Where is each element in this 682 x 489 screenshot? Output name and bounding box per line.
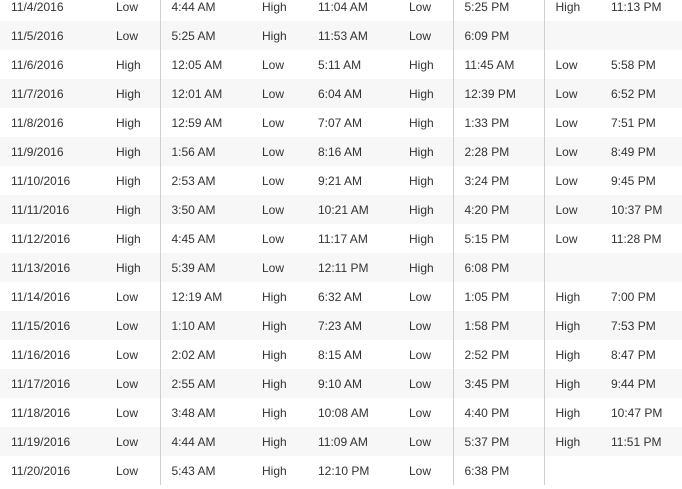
table-row — [0, 427, 682, 456]
tide-time-2-cell: 5:11 AM — [307, 50, 398, 79]
tide-time-1-cell: 5:25 AM — [160, 21, 251, 50]
tide-type-2-cell: High — [251, 311, 307, 340]
tide-type-4-cell: High — [544, 427, 600, 456]
tide-time-4-cell: 7:51 PM — [600, 108, 682, 137]
table-row — [0, 253, 682, 282]
tide-type-1-cell: High — [105, 224, 160, 253]
tide-time-1-cell: 1:56 AM — [160, 137, 251, 166]
tide-time-2-cell: 11:17 AM — [307, 224, 398, 253]
tide-type-3-cell: Low — [398, 456, 453, 485]
tide-time-2-cell: 11:09 AM — [307, 427, 398, 456]
tide-time-2-cell: 9:10 AM — [307, 369, 398, 398]
table-row — [0, 108, 682, 137]
tide-time-2-cell: 10:21 AM — [307, 195, 398, 224]
table-row — [0, 50, 682, 79]
tide-type-2-cell: Low — [251, 253, 307, 282]
tide-time-3-cell: 11:45 AM — [453, 50, 544, 79]
date-cell: 11/8/2016 — [0, 108, 105, 137]
tide-time-1-cell: 4:45 AM — [160, 224, 251, 253]
tide-type-3-cell: High — [398, 137, 453, 166]
tide-time-1-cell: 2:55 AM — [160, 369, 251, 398]
tide-type-2-cell: High — [251, 21, 307, 50]
table-row — [0, 369, 682, 398]
tide-time-4-cell: 7:53 PM — [600, 311, 682, 340]
table-row — [0, 456, 682, 485]
table-row — [0, 21, 682, 50]
tide-type-4-cell: High — [544, 0, 600, 21]
tide-type-1-cell: Low — [105, 427, 160, 456]
date-cell: 11/12/2016 — [0, 224, 105, 253]
tide-type-1-cell: Low — [105, 398, 160, 427]
tide-time-4-cell: 9:44 PM — [600, 369, 682, 398]
tide-time-1-cell: 12:05 AM — [160, 50, 251, 79]
tide-type-1-cell: High — [105, 108, 160, 137]
tide-time-1-cell: 3:50 AM — [160, 195, 251, 224]
tide-time-4-cell: 11:28 PM — [600, 224, 682, 253]
tide-type-4-cell: High — [544, 340, 600, 369]
tide-time-2-cell: 12:11 PM — [307, 253, 398, 282]
tide-type-1-cell: High — [105, 166, 160, 195]
tide-time-2-cell: 11:04 AM — [307, 0, 398, 21]
tide-type-2-cell: Low — [251, 224, 307, 253]
tide-time-2-cell: 6:32 AM — [307, 282, 398, 311]
table-row — [0, 282, 682, 311]
tide-time-3-cell: 2:28 PM — [453, 137, 544, 166]
tide-time-4-cell: 9:45 PM — [600, 166, 682, 195]
date-cell: 11/9/2016 — [0, 137, 105, 166]
table-row — [0, 166, 682, 195]
tide-type-1-cell: High — [105, 50, 160, 79]
tide-time-3-cell: 5:15 PM — [453, 224, 544, 253]
tide-time-3-cell: 6:38 PM — [453, 456, 544, 485]
tide-type-3-cell: Low — [398, 427, 453, 456]
tide-time-2-cell: 9:21 AM — [307, 166, 398, 195]
tide-type-4-cell: Low — [544, 79, 600, 108]
table-row — [0, 224, 682, 253]
tide-type-3-cell: High — [398, 108, 453, 137]
tide-time-4-cell: 10:47 PM — [600, 398, 682, 427]
tide-time-1-cell: 1:10 AM — [160, 311, 251, 340]
tide-time-4-cell — [600, 456, 682, 485]
tide-type-4-cell — [544, 21, 600, 50]
tide-type-2-cell: High — [251, 282, 307, 311]
tide-type-4-cell: Low — [544, 166, 600, 195]
tide-time-2-cell: 6:04 AM — [307, 79, 398, 108]
tide-type-1-cell: Low — [105, 369, 160, 398]
tide-type-4-cell — [544, 456, 600, 485]
tide-time-1-cell: 4:44 AM — [160, 427, 251, 456]
tide-time-4-cell: 7:00 PM — [600, 282, 682, 311]
tide-type-1-cell: Low — [105, 311, 160, 340]
tide-type-2-cell: Low — [251, 50, 307, 79]
tide-time-1-cell: 12:01 AM — [160, 79, 251, 108]
tide-type-2-cell: High — [251, 427, 307, 456]
tide-time-2-cell: 7:07 AM — [307, 108, 398, 137]
date-cell: 11/15/2016 — [0, 311, 105, 340]
tide-time-1-cell: 4:44 AM — [160, 0, 251, 21]
tide-time-4-cell: 6:52 PM — [600, 79, 682, 108]
tide-time-3-cell: 5:25 PM — [453, 0, 544, 21]
tide-time-1-cell: 12:59 AM — [160, 108, 251, 137]
tide-type-2-cell: High — [251, 0, 307, 21]
tide-time-4-cell: 10:37 PM — [600, 195, 682, 224]
tide-type-3-cell: High — [398, 166, 453, 195]
tide-type-1-cell: Low — [105, 282, 160, 311]
table-row — [0, 311, 682, 340]
tide-time-1-cell: 5:43 AM — [160, 456, 251, 485]
tide-time-2-cell: 8:16 AM — [307, 137, 398, 166]
tide-time-3-cell: 12:39 PM — [453, 79, 544, 108]
tide-time-3-cell: 5:37 PM — [453, 427, 544, 456]
tide-type-1-cell: High — [105, 253, 160, 282]
tide-type-4-cell: High — [544, 282, 600, 311]
table-row — [0, 137, 682, 166]
tide-type-2-cell: High — [251, 369, 307, 398]
tide-time-3-cell: 3:45 PM — [453, 369, 544, 398]
tide-type-3-cell: Low — [398, 0, 453, 21]
tide-type-1-cell: Low — [105, 0, 160, 21]
table-row — [0, 340, 682, 369]
tide-time-3-cell: 2:52 PM — [453, 340, 544, 369]
tide-time-3-cell: 6:09 PM — [453, 21, 544, 50]
tide-time-1-cell: 2:53 AM — [160, 166, 251, 195]
tide-time-3-cell: 3:24 PM — [453, 166, 544, 195]
tide-type-2-cell: Low — [251, 195, 307, 224]
tide-time-1-cell: 3:48 AM — [160, 398, 251, 427]
tide-time-4-cell: 5:58 PM — [600, 50, 682, 79]
tide-time-2-cell: 12:10 PM — [307, 456, 398, 485]
tide-type-1-cell: Low — [105, 340, 160, 369]
tide-type-4-cell: Low — [544, 137, 600, 166]
tide-type-1-cell: High — [105, 195, 160, 224]
date-cell: 11/17/2016 — [0, 369, 105, 398]
tide-type-2-cell: High — [251, 398, 307, 427]
tide-time-4-cell — [600, 21, 682, 50]
tide-time-4-cell — [600, 253, 682, 282]
tide-type-2-cell: Low — [251, 137, 307, 166]
table-row — [0, 398, 682, 427]
tide-time-1-cell: 12:19 AM — [160, 282, 251, 311]
tide-type-4-cell: High — [544, 398, 600, 427]
tide-time-4-cell: 8:49 PM — [600, 137, 682, 166]
tide-type-3-cell: High — [398, 224, 453, 253]
tide-type-3-cell: Low — [398, 21, 453, 50]
tide-time-3-cell: 1:05 PM — [453, 282, 544, 311]
tide-time-1-cell: 5:39 AM — [160, 253, 251, 282]
tide-type-4-cell: Low — [544, 195, 600, 224]
date-cell: 11/10/2016 — [0, 166, 105, 195]
date-cell: 11/14/2016 — [0, 282, 105, 311]
tide-type-1-cell: High — [105, 79, 160, 108]
tide-time-4-cell: 11:51 PM — [600, 427, 682, 456]
date-cell: 11/6/2016 — [0, 50, 105, 79]
tide-type-3-cell: Low — [398, 340, 453, 369]
tide-type-2-cell: Low — [251, 108, 307, 137]
tide-type-2-cell: High — [251, 340, 307, 369]
tide-type-3-cell: Low — [398, 282, 453, 311]
tide-type-2-cell: Low — [251, 166, 307, 195]
table-row — [0, 195, 682, 224]
date-cell: 11/4/2016 — [0, 0, 105, 21]
date-cell: 11/7/2016 — [0, 79, 105, 108]
tide-type-2-cell: High — [251, 456, 307, 485]
tide-type-2-cell: Low — [251, 79, 307, 108]
tide-type-4-cell: High — [544, 311, 600, 340]
tide-type-1-cell: High — [105, 137, 160, 166]
tide-time-1-cell: 2:02 AM — [160, 340, 251, 369]
date-cell: 11/19/2016 — [0, 427, 105, 456]
date-cell: 11/16/2016 — [0, 340, 105, 369]
table-row — [0, 79, 682, 108]
tide-type-3-cell: High — [398, 195, 453, 224]
tide-type-3-cell: High — [398, 79, 453, 108]
tide-time-2-cell: 7:23 AM — [307, 311, 398, 340]
tide-time-4-cell: 8:47 PM — [600, 340, 682, 369]
tide-time-3-cell: 6:08 PM — [453, 253, 544, 282]
date-cell: 11/13/2016 — [0, 253, 105, 282]
tide-time-2-cell: 11:53 AM — [307, 21, 398, 50]
tide-time-2-cell: 10:08 AM — [307, 398, 398, 427]
tide-time-4-cell: 11:13 PM — [600, 0, 682, 21]
tide-type-3-cell: Low — [398, 398, 453, 427]
tide-type-4-cell — [544, 253, 600, 282]
tide-time-3-cell: 1:33 PM — [453, 108, 544, 137]
tide-time-3-cell: 4:40 PM — [453, 398, 544, 427]
date-cell: 11/20/2016 — [0, 456, 105, 485]
tide-type-4-cell: Low — [544, 108, 600, 137]
tide-time-3-cell: 1:58 PM — [453, 311, 544, 340]
tide-type-3-cell: High — [398, 253, 453, 282]
tide-type-1-cell: Low — [105, 21, 160, 50]
tide-type-4-cell: Low — [544, 50, 600, 79]
table-row — [0, 0, 682, 21]
tide-type-1-cell: Low — [105, 456, 160, 485]
tide-type-4-cell: High — [544, 369, 600, 398]
date-cell: 11/11/2016 — [0, 195, 105, 224]
tide-time-3-cell: 4:20 PM — [453, 195, 544, 224]
tide-type-3-cell: High — [398, 50, 453, 79]
date-cell: 11/18/2016 — [0, 398, 105, 427]
date-cell: 11/5/2016 — [0, 21, 105, 50]
tide-type-4-cell: Low — [544, 224, 600, 253]
tide-type-3-cell: Low — [398, 369, 453, 398]
tide-type-3-cell: Low — [398, 311, 453, 340]
tide-time-2-cell: 8:15 AM — [307, 340, 398, 369]
